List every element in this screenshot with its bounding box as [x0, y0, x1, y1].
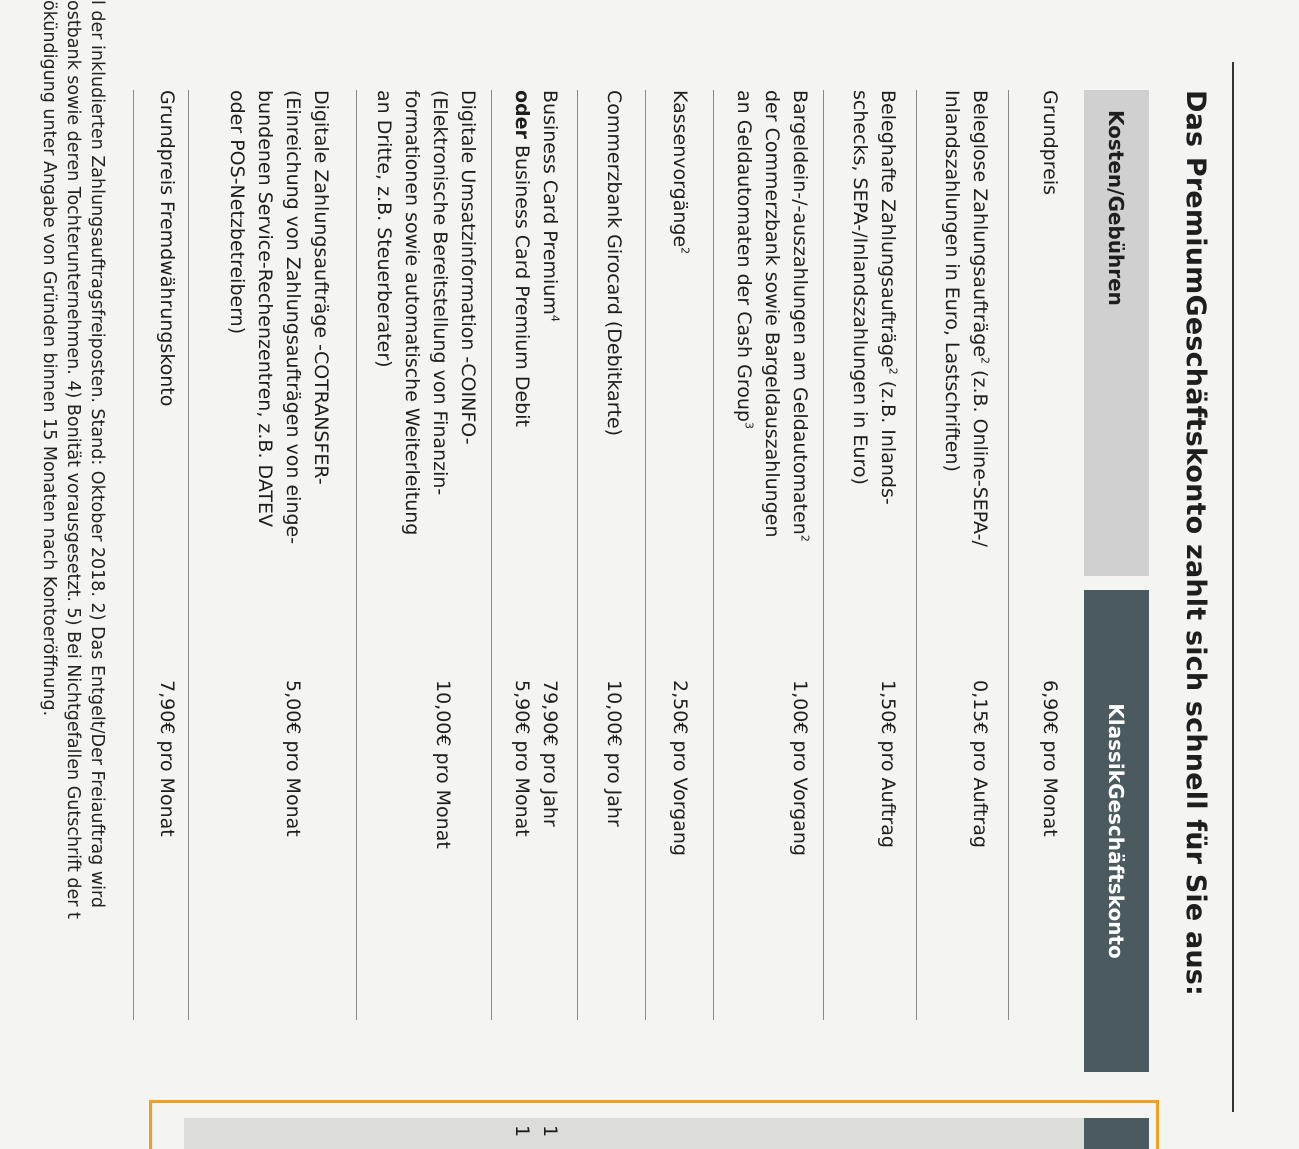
label-text: Business Card Premium Debit: [511, 138, 533, 427]
row-label: [730, 90, 814, 580]
row-value: 1,50€ pro Auftrag: [877, 680, 899, 848]
header-cost-label: Kosten/Gebühren: [1104, 110, 1129, 306]
table-row: [356, 90, 492, 1020]
header-klassik-label: KlassikGeschäftskonto: [1104, 703, 1129, 959]
header-premium-cut: [1084, 1118, 1149, 1149]
premium-cut-value: 1: [511, 1125, 533, 1138]
label-text: Inlandszahlungen in Euro, Lastschriften): [941, 90, 963, 472]
row-value: [508, 680, 564, 1020]
label-text: schecks, SEPA-/Inlandszahlungen in Euro): [849, 90, 871, 485]
label-text: Business Card Premium: [539, 90, 561, 315]
footnote-line: ökündigung unter Angabe von Gründen binnen 15 Monaten nach Kontoeröffnung.: [39, 0, 59, 717]
row-value: 6,90€ pro Monat: [1039, 680, 1061, 837]
header-cost: [1084, 90, 1149, 576]
row-label: Grundpreis Fremdwährungskonto: [156, 90, 178, 407]
label-text: Digitale Umsatzinformation -COINFO-: [457, 90, 479, 445]
label-text: formationen sowie automatische Weiterleitung: [401, 90, 423, 536]
row-divider: [133, 90, 134, 1020]
footnote-ref: 2: [886, 367, 900, 375]
table-row: [1008, 90, 1084, 1020]
label-text: Kassenvorgänge: [669, 90, 691, 248]
row-value: 1,00€ pro Vorgang: [789, 680, 811, 856]
value-text: 5,90€ pro Monat: [511, 680, 533, 837]
label-text: Beleghafte Zahlungsaufträge: [877, 90, 899, 368]
row-value: 7,90€ pro Monat: [156, 680, 178, 837]
table-row: [491, 90, 578, 1020]
page-title: Das PremiumGeschäftskonto zahlt sich schnell für Sie aus:: [1180, 90, 1211, 997]
label-text: (Einreichung von Zahlungsaufträgen von einge-: [282, 90, 304, 545]
row-label: [846, 90, 902, 580]
row-label: [370, 90, 482, 580]
row-value: 5,00€ pro Monat: [282, 680, 304, 837]
row-label: [508, 90, 564, 580]
label-text: der Commerzbank sowie Bargeldauszahlungen: [761, 90, 783, 538]
label-text: an Dritte, z.B. Steuerberater): [373, 90, 395, 368]
table-row: [713, 90, 824, 1020]
label-text: (z.B. Inlands-: [877, 374, 899, 505]
footnote-line: ostbank sowie deren Tochterunternehmen. 4) Bonität vorausgesetzt. 5) Bei Nichtgefallen Gutschrift der t: [63, 0, 83, 919]
table-row: [916, 90, 1009, 1020]
row-value: 10,00€ pro Monat: [432, 680, 454, 849]
label-text: bundenen Service-Rechenzentren, z.B. DATEV: [254, 90, 276, 527]
premium-column-cut: [184, 1118, 1084, 1149]
footnote-ref: 2: [978, 357, 992, 365]
value-text: 79,90€ pro Jahr: [539, 680, 561, 827]
table-row: [823, 90, 917, 1020]
top-rule: [1232, 62, 1234, 1112]
footnote-ref: 3: [742, 421, 756, 429]
row-value: 2,50€ pro Vorgang: [669, 680, 691, 856]
table-row: [188, 90, 357, 1020]
label-text: Bargeldein-/-auszahlungen am Geldautomaten: [789, 90, 811, 535]
footnote-ref: 2: [798, 534, 812, 542]
premium-cut-value: 1: [539, 1125, 561, 1138]
label-text: Digitale Zahlungsaufträge -COTRANSFER-: [310, 90, 332, 485]
label-text: Beleglose Zahlungsaufträge: [969, 90, 991, 358]
row-label: [223, 90, 335, 580]
table-row: [645, 90, 714, 1020]
label-text: (z.B. Online-SEPA-/: [969, 364, 991, 547]
row-label: [938, 90, 994, 580]
row-label: [666, 90, 694, 580]
label-text: (Elektronische Bereitstellung von Finanzin-: [429, 90, 451, 496]
or-word: oder: [511, 90, 533, 139]
footnote-ref: 2: [678, 247, 692, 255]
row-label: Commerzbank Girocard (Debitkarte): [603, 90, 625, 437]
footnote-ref: 4: [548, 314, 562, 322]
header-klassik: [1084, 590, 1149, 1072]
footnote-line: l der inkludierten Zahlungsauftragsfreiposten. Stand: Oktober 2018. 2) Das Entgelt/Der Freiauftrag wird: [87, 0, 107, 908]
table-row: [577, 90, 646, 1020]
row-label: Grundpreis: [1039, 90, 1061, 196]
label-text: oder POS-Netzbetreibern): [226, 90, 248, 335]
row-value: 10,00€ pro Jahr: [603, 680, 625, 827]
label-text: an Geldautomaten der Cash Group: [733, 90, 755, 422]
row-value: 0,15€ pro Auftrag: [969, 680, 991, 848]
footnote-block: [37, 0, 109, 1149]
